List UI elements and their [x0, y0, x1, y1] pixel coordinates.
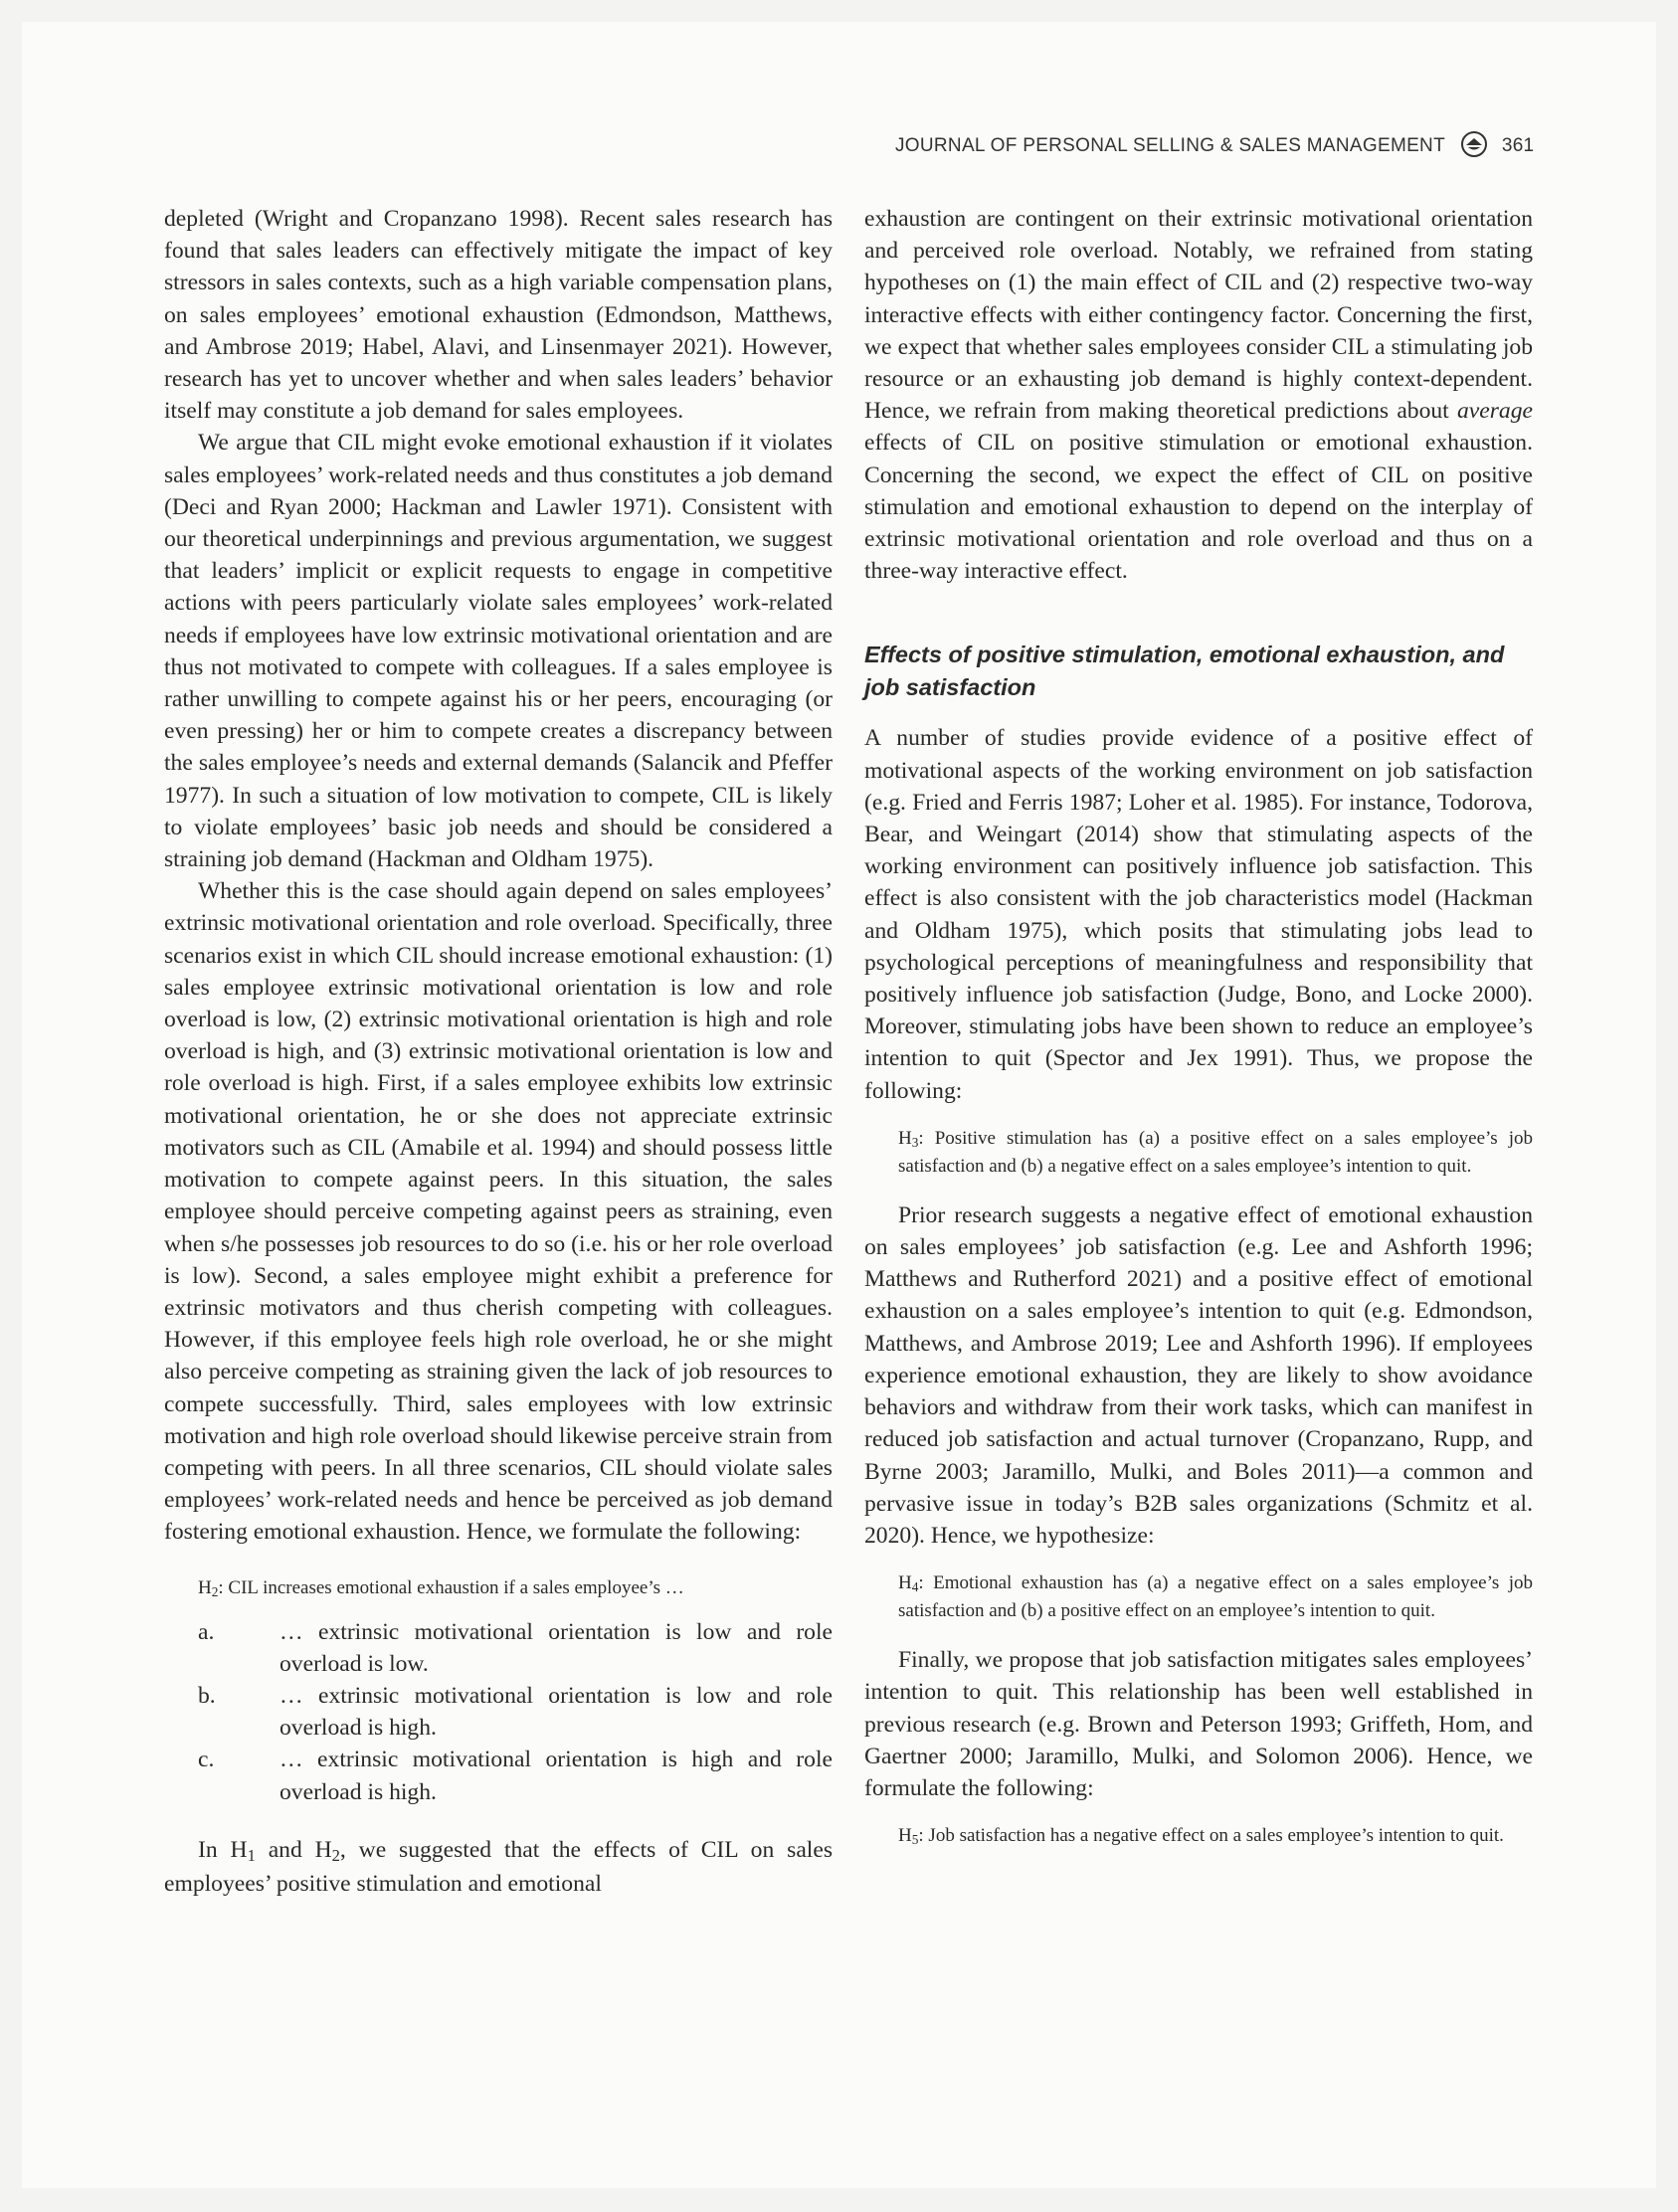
left-column	[164, 203, 833, 1900]
paragraph: exhaustion are contingent on their extrinsic motivational orientation and perceived role overload. Notably, we refrained from stating hypotheses on (1) the main effect of CIL and (2) respective two-way interactive effects with either contingency factor. Concerning the first, we expect that whether sales employees consider CIL a stimulating job resource or an exhausting job demand is highly context-dependent. Hence, we refrain from making theoretical predictions about average effects of CIL on positive stimulation or emotional exhaustion. Concerning the second, we expect the effect of CIL on positive stimulation and emotional exhaustion to depend on the interplay of extrinsic motivational orientation and role overload and thus on a three-way interactive effect.	[864, 206, 1533, 585]
paragraph: A number of studies provide evidence of a positive effect of motivational aspects of the working environment on job satisfaction (e.g. Fried and Ferris 1987; Loher et al. 1985). For instance, Todorova, Bear, and Weingart (2014) show that stimulating aspects of the working environment can positively influence job satisfaction. This effect is also consistent with the job characteristics model (Hackman and Oldham 1975), which posits that stimulating jobs lead to psychological perceptions of meaningfulness and responsibility that positively influence job satisfaction (Judge, Bono, and Locke 2000). Moreover, stimulating jobs have been shown to reduce an employee’s intention to quit (Spector and Jex 1991). Thus, we propose the following:	[864, 725, 1533, 1104]
list-item: b. … extrinsic motivational orientation is low and role overload is high.	[198, 1682, 833, 1742]
right-column	[864, 203, 1533, 1870]
paragraph: Whether this is the case should again depend on sales employees’ extrinsic motivational orientation and role overload. Specifically, three scenarios exist in which CIL should increase emotional exhaustion: (1) sales employee extrinsic motivational orientation is low and role overload is low, (2) extrinsic motivational orientation is high and role overload is high, and (3) extrinsic motivational orientation is low and role overload is high. First, if a sales employee exhibits low extrinsic motivational orientation, he or she does not appreciate extrinsic motivators such as CIL (Amabile et al. 1994) and should possess little motivation to compete against peers. In this situation, the sales employee should perceive competing against peers as straining, even when s/he possesses job resources to do so (i.e. his or her role overload is low). Second, a sales employee might exhibit a preference for extrinsic motivators and thus cherish competing with colleagues. However, if this employee feels high role overload, he or she might also perceive competing as straining given the lack of job resources to compete successfully. Third, sales employees with low extrinsic motivation and high role overload should likewise perceive strain from competing with peers. In all three scenarios, CIL should violate sales employees’ work-related needs and hence be perceived as job demand fostering emotional exhaustion. Hence, we formulate the following:	[164, 878, 833, 1546]
list-item: c. … extrinsic motivational orientation is high and role overload is high.	[198, 1747, 833, 1805]
paragraph: depleted (Wright and Cropanzano 1998). Recent sales research has found that sales leaders can effectively mitigate the impact of key stressors in sales contexts, such as a high variable compensation plans, on sales employees’ emotional exhaustion (Edmondson, Matthews, and Ambrose 2019; Habel, Alavi, and Linsenmayer 2021). However, research has yet to uncover whether and when sales leaders’ behavior itself may constitute a job demand for sales employees.	[164, 206, 833, 425]
journal-logo-icon	[1460, 130, 1488, 158]
journal-title: JOURNAL OF PERSONAL SELLING & SALES MANAGEMENT	[895, 135, 1445, 157]
section-heading: Effects of positive stimulation, emotional exhaustion, and job satisfaction	[864, 642, 1505, 701]
hypothesis-h4: H4: Emotional exhaustion has (a) a negative effect on a sales employee’s job satisfaction and (b) a positive effect on an employee’s intention to quit.	[898, 1572, 1533, 1622]
hypothesis-list	[164, 1616, 833, 1808]
paragraph: In H1 and H2, we suggested that the effects of CIL on sales employees’ positive stimulation and emotional	[164, 1836, 833, 1897]
hypothesis-h2: H2: CIL increases emotional exhaustion if a sales employee’s …	[198, 1576, 684, 1599]
list-item: a. … extrinsic motivational orientation is low and role overload is low.	[198, 1618, 833, 1677]
hypothesis-h3: H3: Positive stimulation has (a) a positive effect on a sales employee’s job satisfaction and (b) a negative effect on a sales employee’s intention to quit.	[898, 1127, 1533, 1177]
paragraph: We argue that CIL might evoke emotional exhaustion if it violates sales employees’ work-related needs and thus constitutes a job demand (Deci and Ryan 2000; Hackman and Lawler 1971). Consistent with our theoretical underpinnings and previous argumentation, we suggest that leaders’ implicit or explicit requests to engage in competitive actions with peers particularly violate sales employees’ work-related needs if employees have low extrinsic motivational orientation and are thus not motivated to compete with colleagues. If a sales employee is rather unwilling to compete against his or her peers, encouraging (or even pressing) her or him to compete creates a discrepancy between the sales employee’s needs and external demands (Salancik and Pfeffer 1977). In such a situation of low motivation to compete, CIL is likely to violate employees’ basic job needs and should be considered a straining job demand (Hackman and Oldham 1975).	[164, 430, 833, 873]
paragraph: Prior research suggests a negative effect of emotional exhaustion on sales employees’ job satisfaction (e.g. Lee and Ashforth 1996; Matthews and Rutherford 2021) and a positive effect of emotional exhaustion on a sales employee’s intention to quit (e.g. Edmondson, Matthews, and Ambrose 2019; Lee and Ashforth 1996). If employees experience emotional exhaustion, they are likely to show avoidance behaviors and withdraw from their work tasks, which can manifest in reduced job satisfaction and actual turnover (Cropanzano, Rupp, and Byrne 2003; Jaramillo, Mulki, and Boles 2011)—a common and pervasive issue in today’s B2B sales organizations (Schmitz et al. 2020). Hence, we hypothesize:	[864, 1201, 1533, 1549]
hypothesis-h5: H5: Job satisfaction has a negative effect on a sales employee’s intention to quit.	[898, 1825, 1504, 1848]
running-header	[895, 132, 1535, 160]
paragraph: Finally, we propose that job satisfaction mitigates sales employees’ intention to quit. This relationship has been well established in previous research (e.g. Brown and Peterson 1993; Griffeth, Hom, and Gaertner 2000; Jaramillo, Mulki, and Solomon 2006). Hence, we formulate the following:	[864, 1647, 1533, 1801]
page-number: 361	[1501, 135, 1535, 157]
